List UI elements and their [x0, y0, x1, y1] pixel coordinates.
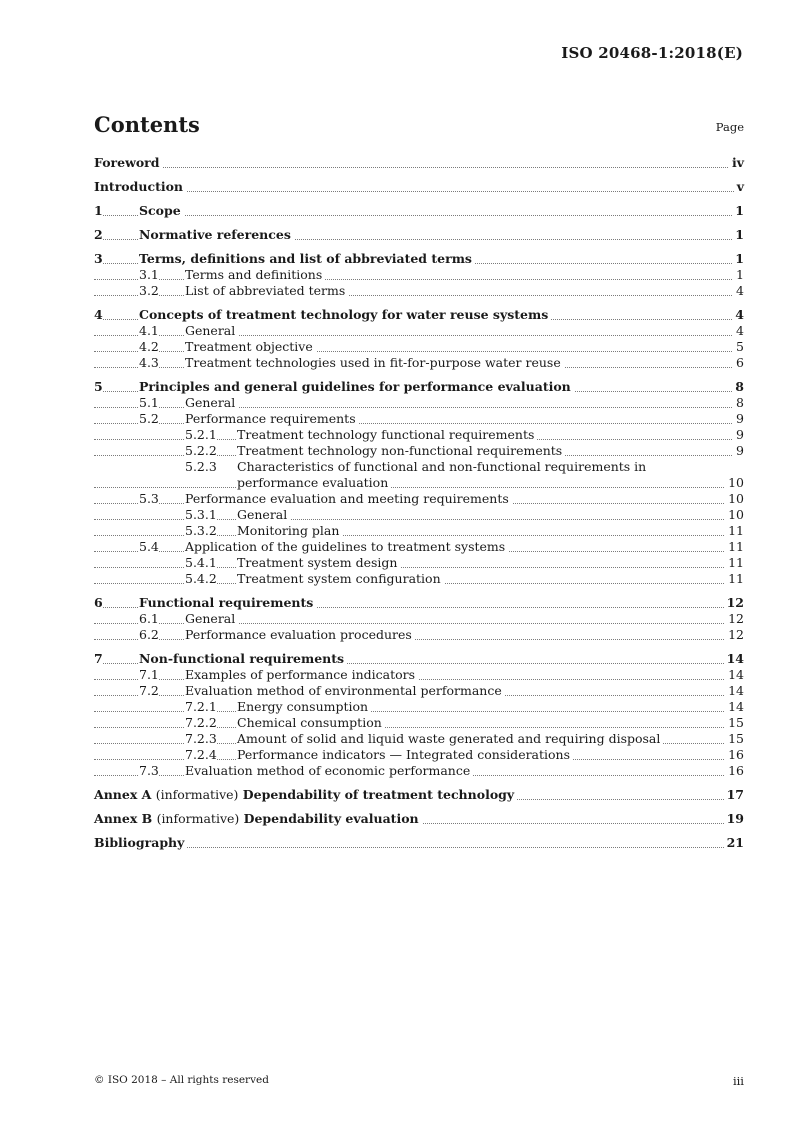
toc-entry-4-1[interactable]: 4.1 General 4 — [94, 323, 744, 339]
toc-entry-7-2-3[interactable]: 7.2.3 Amount of solid and liquid waste generated and requiring disposal 15 — [94, 731, 744, 747]
toc-entry-3-1[interactable]: 3.1 Terms and definitions 1 — [94, 267, 744, 283]
toc-entry-4[interactable]: 4 Concepts of treatment technology for water reuse systems 4 — [94, 307, 744, 322]
toc-entry-5-2-2[interactable]: 5.2.2 Treatment technology non-functional requirements 9 — [94, 443, 744, 459]
toc-entry-5-4[interactable]: 5.4 Application of the guidelines to treatment systems 11 — [94, 539, 744, 555]
toc-entry-7-1[interactable]: 7.1 Examples of performance indicators 14 — [94, 667, 744, 683]
contents-heading — [94, 112, 744, 140]
toc-entry-5-2[interactable]: 5.2 Performance requirements 9 — [94, 411, 744, 427]
toc-entry-3[interactable]: 3 Terms, definitions and list of abbreviated terms 1 — [94, 251, 744, 266]
toc-entry-introduction[interactable]: Introduction v — [94, 179, 744, 194]
toc-entry-bibliography[interactable]: Bibliography 21 — [94, 835, 744, 850]
toc-entry-7-3[interactable]: 7.3 Evaluation method of economic performance 16 — [94, 763, 744, 779]
toc-entry-5-3[interactable]: 5.3 Performance evaluation and meeting requirements 10 — [94, 491, 744, 507]
toc-entry-7-2-4[interactable]: 7.2.4 Performance indicators — Integrated considerations 16 — [94, 747, 744, 763]
toc-entry-6[interactable]: 6 Functional requirements 12 — [94, 595, 744, 610]
toc-entry-5-2-3-continued[interactable]: performance evaluation 10 — [94, 475, 744, 491]
toc-entry-5-2-3[interactable]: 5.2.3 Characteristics of functional and non-functional requirements in — [94, 459, 744, 475]
toc-entry-annex-a[interactable]: Annex A (informative) Dependability of treatment technology 17 — [94, 787, 744, 802]
page-footer — [94, 1074, 744, 1088]
toc-entry-5[interactable]: 5 Principles and general guidelines for performance evaluation 8 — [94, 379, 744, 394]
toc-entry-2[interactable]: 2 Normative references 1 — [94, 227, 744, 242]
toc-entry-7-2[interactable]: 7.2 Evaluation method of environmental performance 14 — [94, 683, 744, 699]
toc-entry-5-4-1[interactable]: 5.4.1 Treatment system design 11 — [94, 555, 744, 571]
toc-entry-5-3-2[interactable]: 5.3.2 Monitoring plan 11 — [94, 523, 744, 539]
table-of-contents — [94, 155, 744, 851]
toc-entry-1[interactable]: 1 Scope 1 — [94, 203, 744, 218]
page-title: Contents — [94, 112, 200, 137]
toc-entry-foreword[interactable]: Foreword iv — [94, 155, 744, 170]
toc-entry-7-2-1[interactable]: 7.2.1 Energy consumption 14 — [94, 699, 744, 715]
toc-entry-3-2[interactable]: 3.2 List of abbreviated terms 4 — [94, 283, 744, 299]
copyright-notice: © ISO 2018 – All rights reserved — [94, 1074, 269, 1086]
toc-entry-annex-b[interactable]: Annex B (informative) Dependability evaluation 19 — [94, 811, 744, 826]
toc-entry-4-2[interactable]: 4.2 Treatment objective 5 — [94, 339, 744, 355]
toc-entry-4-3[interactable]: 4.3 Treatment technologies used in fit-for-purpose water reuse 6 — [94, 355, 744, 371]
toc-entry-5-4-2[interactable]: 5.4.2 Treatment system configuration 11 — [94, 571, 744, 587]
toc-entry-7[interactable]: 7 Non-functional requirements 14 — [94, 651, 744, 666]
document-id: ISO 20468-1:2018(E) — [561, 44, 743, 62]
page-number: iii — [732, 1074, 744, 1088]
toc-entry-6-1[interactable]: 6.1 General 12 — [94, 611, 744, 627]
toc-entry-6-2[interactable]: 6.2 Performance evaluation procedures 12 — [94, 627, 744, 643]
toc-entry-5-2-1[interactable]: 5.2.1 Treatment technology functional requirements 9 — [94, 427, 744, 443]
toc-entry-5-3-1[interactable]: 5.3.1 General 10 — [94, 507, 744, 523]
toc-entry-7-2-2[interactable]: 7.2.2 Chemical consumption 15 — [94, 715, 744, 731]
page-column-label: Page — [715, 120, 744, 134]
toc-entry-5-1[interactable]: 5.1 General 8 — [94, 395, 744, 411]
